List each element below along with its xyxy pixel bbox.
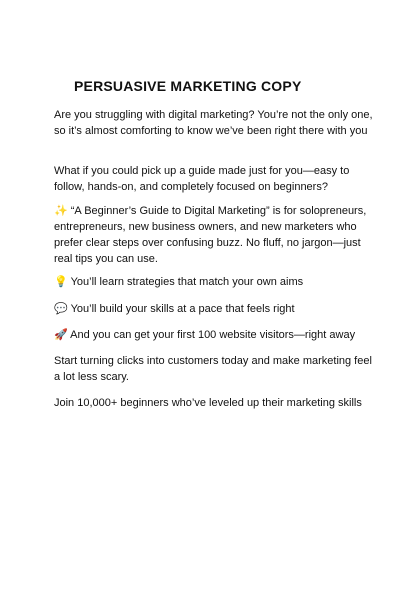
speech-bubble-icon: 💬: [54, 302, 68, 315]
lightbulb-icon: 💡: [54, 275, 68, 288]
paragraph-guide-question: What if you could pick up a guide made just for you—easy to follow, hands-on, and completely focused on beginners?: [54, 165, 350, 193]
paragraph-guide-description: [54, 203, 374, 267]
bullet-visitors-text: And you can get your first 100 website visitors—right away: [70, 329, 356, 341]
page-title: PERSUASIVE MARKETING COPY: [74, 78, 302, 94]
bullet-strategies: [54, 274, 374, 290]
paragraph-intro: Are you struggling with digital marketing? You’re not the only one, so it’s almost comforting to know we’ve been right there with you: [54, 109, 373, 137]
paragraph-guide-description-text: “A Beginner’s Guide to Digital Marketing” is for solopreneurs, entrepreneurs, new business owners, and new marketers who prefer clear steps over confusing buzz. No fluff, no jargon—just real tips you can use.: [54, 205, 367, 265]
sparkles-icon: ✨: [54, 204, 68, 217]
paragraph-social-proof: Join 10,000+ beginners who’ve leveled up their marketing skills: [54, 397, 362, 409]
bullet-skills-text: You’ll build your skills at a pace that feels right: [70, 303, 295, 315]
bullet-strategies-text: You’ll learn strategies that match your own aims: [70, 276, 304, 288]
bullet-skills: [54, 301, 374, 317]
rocket-icon: 🚀: [54, 328, 68, 341]
paragraph-call-to-action: Start turning clicks into customers today and make marketing feel a lot less scary.: [54, 355, 372, 383]
bullet-visitors: [54, 327, 374, 343]
